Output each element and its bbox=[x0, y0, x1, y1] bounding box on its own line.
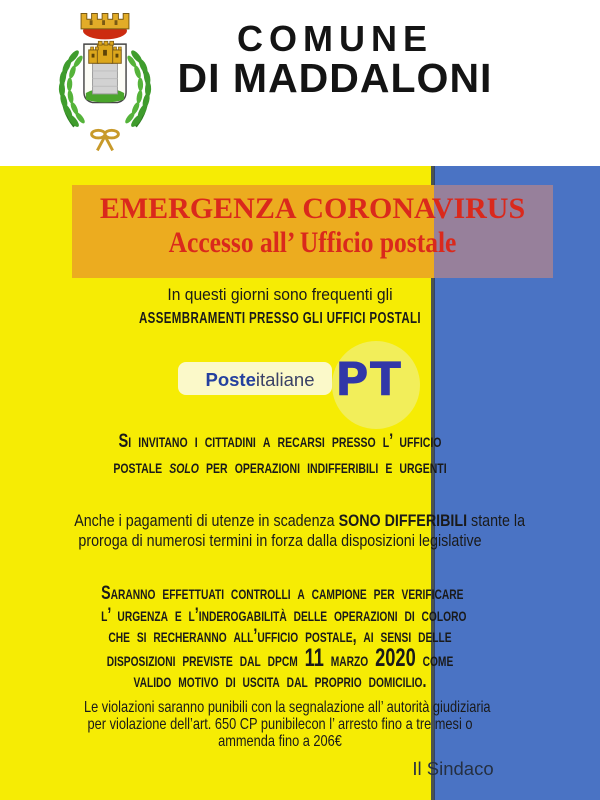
controlli-line4-post: come bbox=[415, 648, 454, 671]
controlli-line2: l’ urgenza e l’inderogabilità delle operazioni di coloro bbox=[101, 603, 467, 626]
pagamenti-line1 bbox=[74, 511, 526, 531]
intro-line1: In questi giorni sono frequenti gli bbox=[167, 285, 393, 304]
logo-wordmark bbox=[185, 369, 335, 391]
controlli-line1: Saranno effettuati controlli a campione per verificare bbox=[101, 582, 464, 604]
controlli-paragraph bbox=[35, 583, 525, 693]
controlli-line5: valido motivo di uscita dal proprio domicilio. bbox=[133, 670, 427, 692]
invito-line2 bbox=[96, 454, 464, 480]
invito-line2-pre: postale bbox=[113, 456, 170, 478]
mayor-signature: Il Sindaco bbox=[412, 758, 494, 779]
poste-italiane-logo bbox=[35, 340, 525, 432]
violazioni-paragraph bbox=[35, 699, 525, 750]
violazioni-line2: per violazione dell’art. 650 CP punibilecon l’ arresto fino a tre mesi o bbox=[87, 716, 473, 733]
emergency-banner bbox=[72, 185, 553, 278]
violazioni-line1: Le violazioni saranno punibili con la segnalazione all’ autorità giudiziaria bbox=[84, 699, 491, 716]
dpcm-day-number: 11 bbox=[304, 643, 324, 672]
logo-word-italiane: italiane bbox=[255, 369, 315, 390]
pagamenti-bold-differibili: SONO DIFFERIBILI bbox=[338, 511, 468, 530]
pagamenti-paragraph bbox=[35, 511, 525, 551]
dpcm-year-number: 2020 bbox=[375, 643, 416, 672]
header bbox=[0, 0, 600, 166]
title-line-maddaloni: DI MADDALONI bbox=[177, 55, 493, 101]
invito-line1: Si invitano i cittadini a recarsi presso l’ ufficio bbox=[118, 430, 442, 452]
controlli-line4-pre: disposizioni previste dal dpcm bbox=[106, 648, 305, 671]
controlli-line4-mid: marzo bbox=[323, 648, 376, 671]
invito-line2-post: per operazioni indifferibili e urgenti bbox=[198, 456, 447, 478]
pagamenti-line2: proroga di numerosi termini in forza dalla disposizioni legislative bbox=[78, 531, 482, 550]
controlli-line3: che si recheranno all’ufficio postale, ai sensi delle bbox=[108, 625, 452, 647]
banner-title: EMERGENZA CORONAVIRUS bbox=[99, 192, 526, 225]
logo-pt-monogram: PT bbox=[335, 352, 403, 406]
invito-solo-emphasis: solo bbox=[169, 456, 199, 478]
municipality-title bbox=[85, 18, 585, 101]
violazioni-line3: ammenda fino a 206€ bbox=[218, 733, 342, 750]
invito-paragraph bbox=[35, 428, 525, 480]
controlli-line4 bbox=[101, 643, 459, 672]
pagamenti-line1-post: stante la bbox=[467, 511, 526, 530]
title-line-comune: COMUNE bbox=[237, 18, 433, 59]
pagamenti-line1-pre: Anche i pagamenti di utenze in scadenza bbox=[74, 511, 339, 530]
intro-line2: ASSEMBRAMENTI PRESSO GLI UFFICI POSTALI bbox=[138, 310, 421, 327]
banner-subtitle: Accesso all’ Ufficio postale bbox=[168, 226, 457, 259]
logo-word-poste: Poste bbox=[205, 369, 256, 390]
intro-paragraph bbox=[35, 283, 525, 331]
